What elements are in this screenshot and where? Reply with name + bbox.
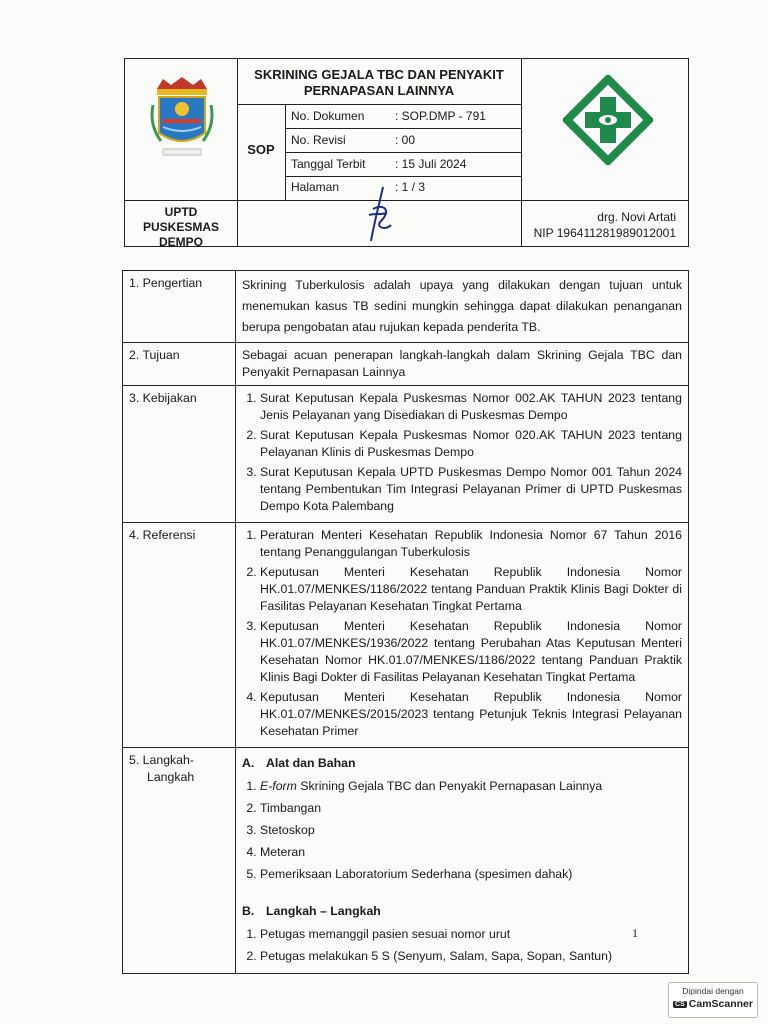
section-label-kebijakan: 3. Kebijakan: [123, 386, 236, 523]
camscanner-logo-icon: CS: [675, 1000, 685, 1008]
list-item: 1. E-form Skrining Gejala TBC dan Penyakit Pernapasan Lainnya: [260, 777, 682, 796]
subsection-alat-bahan: A. Alat dan Bahan: [242, 756, 356, 770]
camscanner-watermark: Dipindai dengan CS CamScanner: [668, 982, 758, 1018]
sop-content-table: [122, 270, 689, 974]
referensi-list: [242, 527, 682, 740]
list-item: 3. Stetoskop: [260, 821, 682, 840]
list-item: 2. Petugas melakukan 5 S (Senyum, Salam, Sapa, Sopan, Santun): [260, 947, 682, 966]
table-row: [123, 386, 689, 523]
meta-value-no-revisi: : 00: [395, 133, 416, 147]
meta-label-halaman: Halaman: [291, 180, 340, 194]
meta-label-tanggal-terbit: Tanggal Terbit: [291, 157, 366, 171]
list-item: 3. Keputusan Menteri Kesehatan Republik Indonesia Nomor HK.01.07/MENKES/1936/2022 tentang Perubahan Atas Keputusan Menteri Kesehatan Nomor HK.01.07/MENKES/1186/2022 tentang Panduan Praktik Klinis Bagi Dokter di Fasilitas Pelayanan Kesehatan Tingkat Pertama: [260, 618, 682, 686]
list-item: 2. Surat Keputusan Kepala Puskesmas Nomor 020.AK TAHUN 2023 tentang Pelayanan Klinis di Puskesmas Dempo: [260, 427, 682, 461]
langkah-list: [242, 925, 682, 966]
section-label-tujuan: 2. Tujuan: [123, 343, 236, 386]
signatory-block: [521, 209, 690, 241]
table-row: [123, 271, 689, 343]
document-title: SKRINING GEJALA TBC DAN PENYAKIT PERNAPASAN LAINNYA: [254, 67, 504, 98]
meta-label-no-revisi: No. Revisi: [291, 133, 346, 147]
sop-label: SOP: [247, 142, 275, 157]
list-item: 4. Keputusan Menteri Kesehatan Republik Indonesia Nomor HK.01.07/MENKES/2015/2023 tentang Petunjuk Teknis Integrasi Pelayanan Kesehatan Primer: [260, 689, 682, 740]
sop-header-box: [124, 58, 689, 247]
list-item: 4. Meteran: [260, 843, 682, 862]
signature-icon: [361, 185, 401, 245]
alat-bahan-list: [242, 777, 682, 884]
list-item: 5. Pemeriksaan Laboratorium Sederhana (spesimen dahak): [260, 865, 682, 884]
section-label-langkah: 5. Langkah- Langkah: [123, 748, 236, 974]
palembang-city-emblem-icon: [149, 75, 215, 165]
table-row: [123, 748, 689, 974]
signer-name: drg. Novi Artati: [597, 210, 676, 224]
table-row: [123, 523, 689, 748]
meta-value-halaman: : 1 / 3: [395, 180, 426, 194]
list-item: 1. Surat Keputusan Kepala Puskesmas Nomor 002.AK TAHUN 2023 tentang Jenis Pelayanan yang Disediakan di Puskesmas Dempo: [260, 390, 682, 424]
meta-value-tanggal-terbit: : 15 Juli 2024: [395, 157, 467, 171]
meta-value-no-dokumen: : SOP.DMP - 791: [395, 109, 486, 123]
organization-name: UPTD PUSKESMAS DEMPO: [142, 205, 219, 249]
list-item: 2. Timbangan: [260, 799, 682, 818]
section-label-pengertian: 1. Pengertian: [123, 271, 236, 343]
signer-nip: NIP 196411281989012001: [533, 226, 676, 240]
subsection-langkah: B. Langkah – Langkah: [242, 904, 381, 918]
kebijakan-list: [242, 390, 682, 515]
section-text-pengertian: Skrining Tuberkulosis adalah upaya yang dilakukan dengan tujuan untuk menemukan kasus TB sedini mungkin sehingga dapat dilakukan penanganan berupa pengobatan atau rujukan kepada penderita TB.: [236, 271, 689, 343]
list-item: 1. Peraturan Menteri Kesehatan Republik Indonesia Nomor 67 Tahun 2016 tentang Penanggulangan Tuberkulosis: [260, 527, 682, 561]
meta-label-no-dokumen: No. Dokumen: [291, 109, 365, 123]
list-item: 3. Surat Keputusan Kepala UPTD Puskesmas Dempo Nomor 001 Tahun 2024 tentang Pembentukan Tim Integrasi Pelayanan Primer di UPTD Puskesmas Dempo Kota Palembang: [260, 464, 682, 515]
list-item: 1. Petugas memanggil pasien sesuai nomor urut: [260, 925, 682, 944]
table-row: [123, 343, 689, 386]
puskesmas-logo-icon: [563, 75, 653, 165]
list-item: 2. Keputusan Menteri Kesehatan Republik Indonesia Nomor HK.01.07/MENKES/1186/2022 tentang Panduan Praktik Klinis Bagi Dokter di Fasilitas Pelayanan Kesehatan Tingkat Pertama: [260, 564, 682, 615]
section-text-tujuan: Sebagai acuan penerapan langkah-langkah dalam Skrining Gejala TBC dan Penyakit Pernapasan Lainnya: [236, 343, 689, 386]
page-number: 1: [632, 926, 638, 940]
section-label-referensi: 4. Referensi: [123, 523, 236, 748]
